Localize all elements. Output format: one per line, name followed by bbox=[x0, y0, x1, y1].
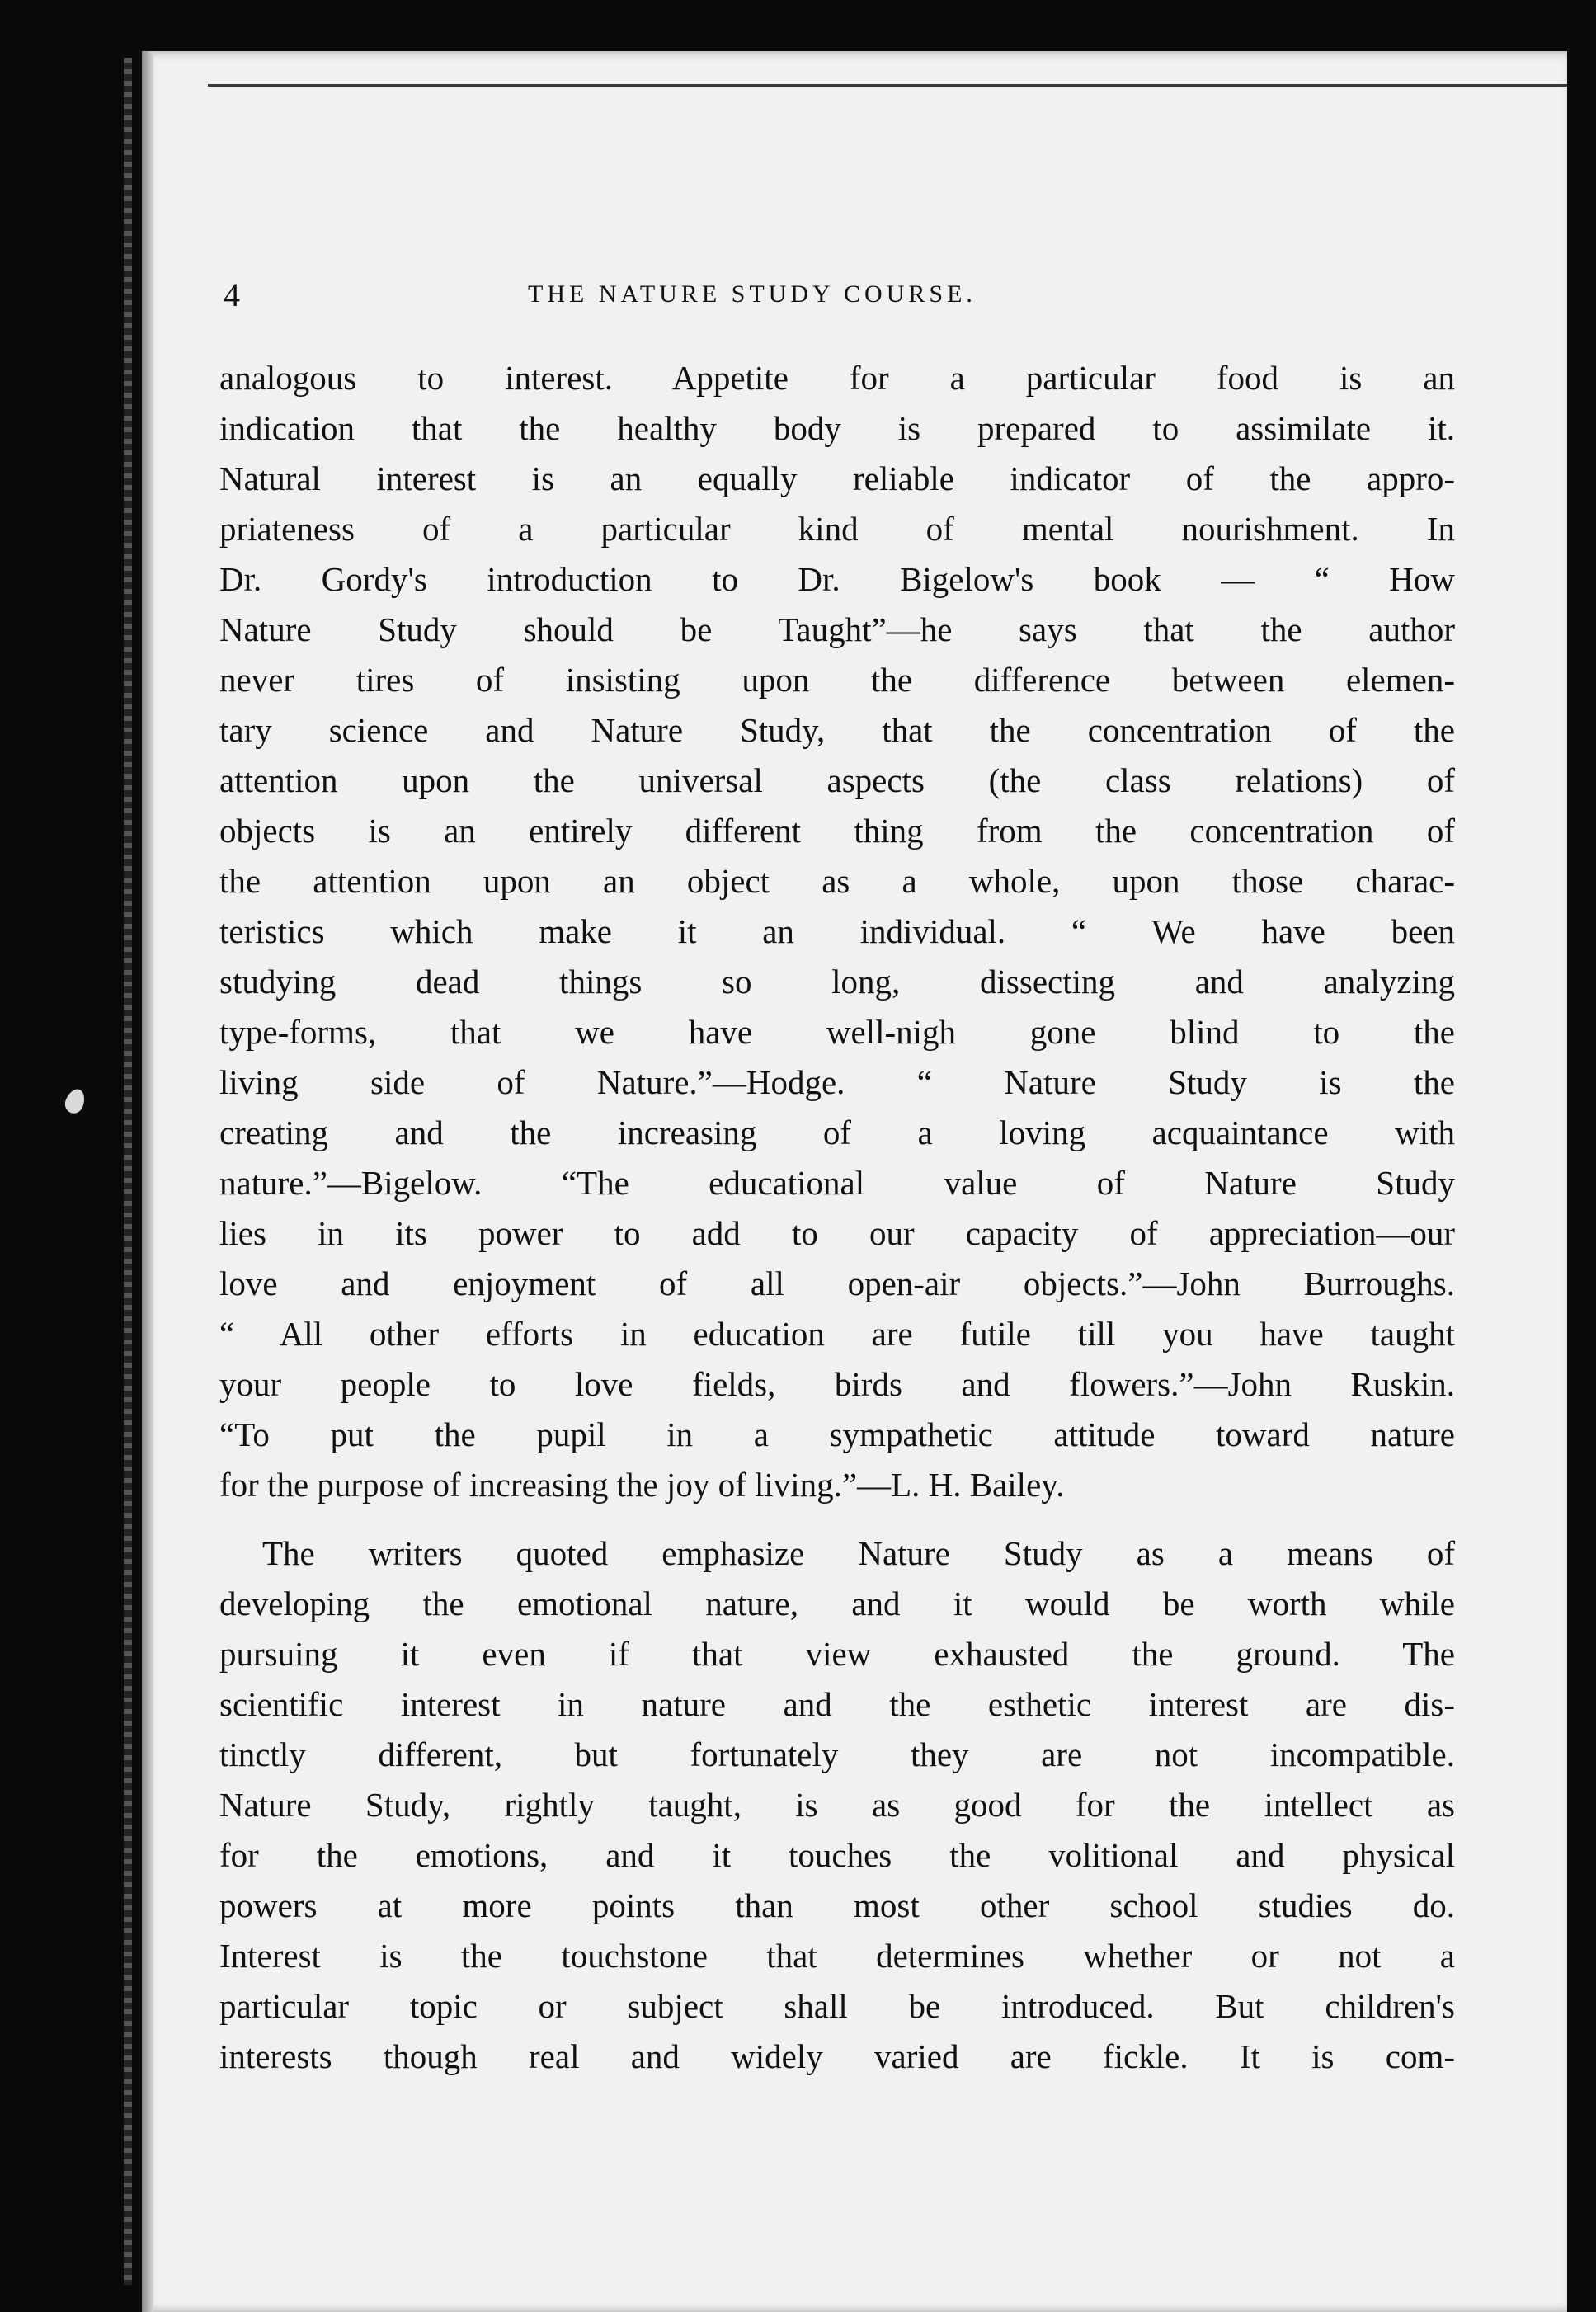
text-line: developing the emotional nature, and it would be worth while bbox=[219, 1584, 1455, 1622]
text-line: for the emotions, and it touches the volitional and physical bbox=[219, 1836, 1455, 1874]
text-line: type-forms, that we have well-nigh gone blind to the bbox=[219, 1013, 1455, 1051]
text-line: never tires of insisting upon the difference between elemen- bbox=[219, 661, 1455, 699]
text-line: powers at more points than most other school studies do. bbox=[219, 1886, 1455, 1924]
text-line: particular topic or subject shall be introduced. But children's bbox=[219, 1987, 1455, 2025]
text-line: the attention upon an object as a whole, upon those charac- bbox=[219, 862, 1455, 900]
text-line: tary science and Nature Study, that the concentration of the bbox=[219, 711, 1455, 749]
text-line: lies in its power to add to our capacity of appreciation—our bbox=[219, 1214, 1455, 1252]
text-line: nature.”—Bigelow. “The educational value of Nature Study bbox=[219, 1164, 1455, 1202]
text-line: Interest is the touchstone that determines whether or not a bbox=[219, 1937, 1455, 1975]
text-line: tinctly different, but fortunately they are not incompatible. bbox=[219, 1735, 1455, 1773]
text-line: love and enjoyment of all open-air objects.”—John Burroughs. bbox=[219, 1264, 1455, 1302]
running-head: THE NATURE STUDY COURSE. bbox=[528, 280, 977, 308]
text-line: living side of Nature.”—Hodge. “ Nature Study is the bbox=[219, 1063, 1455, 1101]
text-line: Natural interest is an equally reliable indicator of the appro- bbox=[219, 459, 1455, 497]
page-number: 4 bbox=[224, 276, 240, 313]
binding-edge bbox=[124, 58, 132, 2285]
text-line: indication that the healthy body is prepared to assimilate it. bbox=[219, 409, 1455, 447]
top-rule bbox=[208, 84, 1567, 87]
text-line: creating and the increasing of a loving acquaintance with bbox=[219, 1114, 1455, 1151]
text-line: Nature Study should be Taught”—he says that the author bbox=[219, 610, 1455, 648]
text-line: priateness of a particular kind of mental nourishment. In bbox=[219, 510, 1455, 548]
text-line: attention upon the universal aspects (the class relations) of bbox=[219, 761, 1455, 799]
text-line: teristics which make it an individual. “ We have been bbox=[219, 912, 1455, 950]
text-line: studying dead things so long, dissecting and analyzing bbox=[219, 963, 1455, 1001]
text-line: your people to love fields, birds and flowers.”—John Ruskin. bbox=[219, 1365, 1455, 1403]
text-line: “ All other efforts in education are futile till you have taught bbox=[219, 1315, 1455, 1353]
text-line: Nature Study, rightly taught, is as good for the intellect as bbox=[219, 1786, 1455, 1824]
text-line: scientific interest in nature and the esthetic interest are dis- bbox=[219, 1685, 1455, 1723]
paper-blot bbox=[63, 1086, 88, 1116]
text-line: pursuing it even if that view exhausted the ground. The bbox=[219, 1635, 1455, 1673]
text-line: interests though real and widely varied are fickle. It is com- bbox=[219, 2037, 1455, 2075]
text-line: for the purpose of increasing the joy of living.”—L. H. Bailey. bbox=[219, 1466, 1065, 1504]
text-line: Dr. Gordy's introduction to Dr. Bigelow's book — “ How bbox=[219, 560, 1455, 598]
text-line: objects is an entirely different thing from the concentration of bbox=[219, 812, 1455, 850]
text-line: “To put the pupil in a sympathetic attitude toward nature bbox=[219, 1415, 1455, 1453]
text-line: The writers quoted emphasize Nature Study as a means of bbox=[262, 1534, 1455, 1572]
text-line: analogous to interest. Appetite for a particular food is an bbox=[219, 359, 1455, 397]
